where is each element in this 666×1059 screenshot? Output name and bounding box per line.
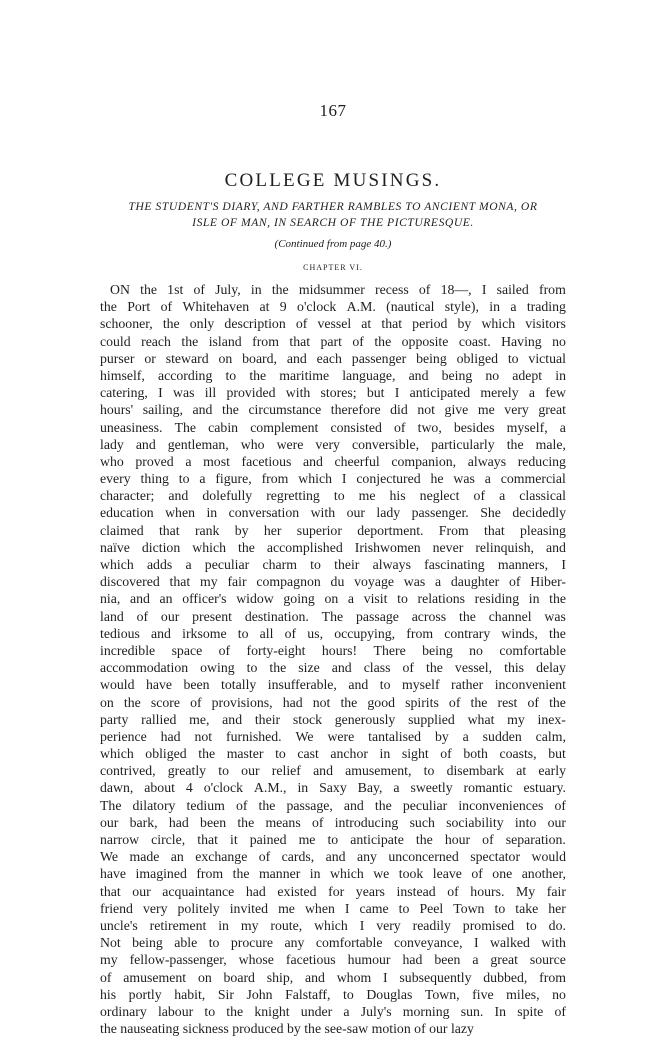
text-line: which adds a peculiar charm to their always fascinating manners, I bbox=[100, 557, 566, 572]
body-text bbox=[100, 281, 566, 1037]
text-line: the nauseating sickness produced by the see-saw motion of our lazy bbox=[100, 1021, 474, 1037]
text-line: contrived, greatly to our relief and amusement, to disembark at early bbox=[100, 763, 566, 779]
text-line: hours' sailing, and the circumstance therefore did not give me very great bbox=[100, 402, 566, 418]
text-line: have imagined from the manner in which we took leave of one another, bbox=[100, 866, 566, 882]
article-title: COLLEGE MUSINGS. bbox=[224, 170, 442, 191]
text-line: my fellow-passenger, whose facetious humour had been a great source bbox=[100, 952, 566, 968]
text-line: uncle's retirement in my route, which I very readily promised to do. bbox=[100, 917, 566, 933]
text-line: the Port of Whitehaven at 9 o'clock A.M. (nautical style), in a trading bbox=[100, 299, 566, 315]
text-line: which obliged the master to cast anchor in sight of both coasts, but bbox=[100, 746, 566, 762]
text-line: tedious and irksome to all of us, occupying, from contrary winds, the bbox=[100, 625, 566, 641]
subtitle-line: ISLE OF MAN, IN SEARCH OF THE PICTURESQUE. bbox=[192, 216, 474, 229]
text-line: on the score of provisions, had not the good spirits of the rest of the bbox=[100, 694, 566, 710]
text-line: incredible space of forty-eight hours! There being no comfortable bbox=[100, 642, 566, 658]
text-line: could reach the island from that part of the opposite coast. Having no bbox=[100, 333, 566, 349]
text-line: our bark, had been the means of introducing such sociability into our bbox=[100, 814, 566, 830]
text-line: Not being able to procure any comfortable conveyance, I walked with bbox=[100, 935, 566, 951]
text-line: dawn, about 4 o'clock A.M., in Saxy Bay, a sweetly romantic estuary. bbox=[100, 780, 566, 796]
text-line: uneasiness. The cabin complement consisted of two, besides myself, a bbox=[100, 419, 566, 435]
text-line: catering, I was ill provided with stores; but I anticipated merely a few bbox=[100, 385, 566, 401]
text-line: claimed that rank by her superior deportment. From that pleasing bbox=[100, 522, 566, 538]
text-line: education when in conversation with our lady passenger. She decidedly bbox=[100, 505, 566, 521]
text-line: party rallied me, and their stock generously supplied what my inex- bbox=[100, 711, 566, 727]
text-line: himself, according to the maritime language, and being no adept in bbox=[100, 367, 566, 383]
text-line: ON the 1st of July, in the midsummer recess of 18—, I sailed from bbox=[110, 282, 566, 297]
continued-note: (Continued from page 40.) bbox=[274, 238, 392, 250]
text-line: friend very politely invited me when I came to Peel Town to take her bbox=[100, 900, 566, 916]
text-line: naïve diction which the accomplished Irishwomen never relinquish, and bbox=[100, 539, 566, 555]
text-line: who proved a most facetious and cheerful companion, always reducing bbox=[100, 453, 566, 469]
text-line: character; and dolefully regretting to me his neglect of a classical bbox=[100, 488, 566, 504]
page-number: 167 bbox=[319, 101, 347, 120]
text-line: of amusement on board ship, and whom I subsequently dubbed, from bbox=[100, 969, 566, 985]
text-line: land of our present destination. The passage across the channel was bbox=[100, 608, 566, 624]
text-line: accommodation owing to the size and class of the vessel, this delay bbox=[100, 660, 566, 676]
text-line: perience had not furnished. We were tantalised by a sudden calm, bbox=[100, 728, 566, 744]
text-line: discovered that my fair compagnon du voyage was a daughter of Hiber- bbox=[100, 574, 566, 590]
text-line: We made an exchange of cards, and any unconcerned spectator would bbox=[100, 849, 566, 865]
text-line: narrow circle, that it pained me to anticipate the hour of separation. bbox=[100, 832, 566, 847]
text-line: lady and gentleman, who were very conversible, particularly the male, bbox=[100, 436, 566, 452]
text-line: purser or steward on board, and each passenger being obliged to victual bbox=[100, 350, 566, 366]
text-line: nia, and an officer's widow going on a visit to relations residing in the bbox=[100, 591, 566, 607]
text-line: ordinary labour to the knight under a July's morning sun. In spite of bbox=[100, 1003, 566, 1019]
text-line: The dilatory tedium of the passage, and the peculiar inconveniences of bbox=[100, 797, 566, 813]
text-line: schooner, the only description of vessel at that period by which visitors bbox=[100, 316, 566, 332]
text-line: his portly habit, Sir John Falstaff, to Douglas Town, five miles, no bbox=[100, 986, 566, 1002]
subtitle-line: THE STUDENT'S DIARY, AND FARTHER RAMBLES TO ANCIENT MONA, OR bbox=[128, 200, 538, 213]
article-subtitle bbox=[88, 199, 578, 231]
text-line: would have been totally insufferable, and to myself rather inconvenient bbox=[100, 677, 566, 693]
text-line: that our acquaintance had existed for years instead of hours. My fair bbox=[100, 883, 566, 899]
chapter-heading: CHAPTER VI. bbox=[303, 263, 363, 272]
text-line: every thing to a figure, from which I conjectured he was a commercial bbox=[100, 471, 566, 487]
